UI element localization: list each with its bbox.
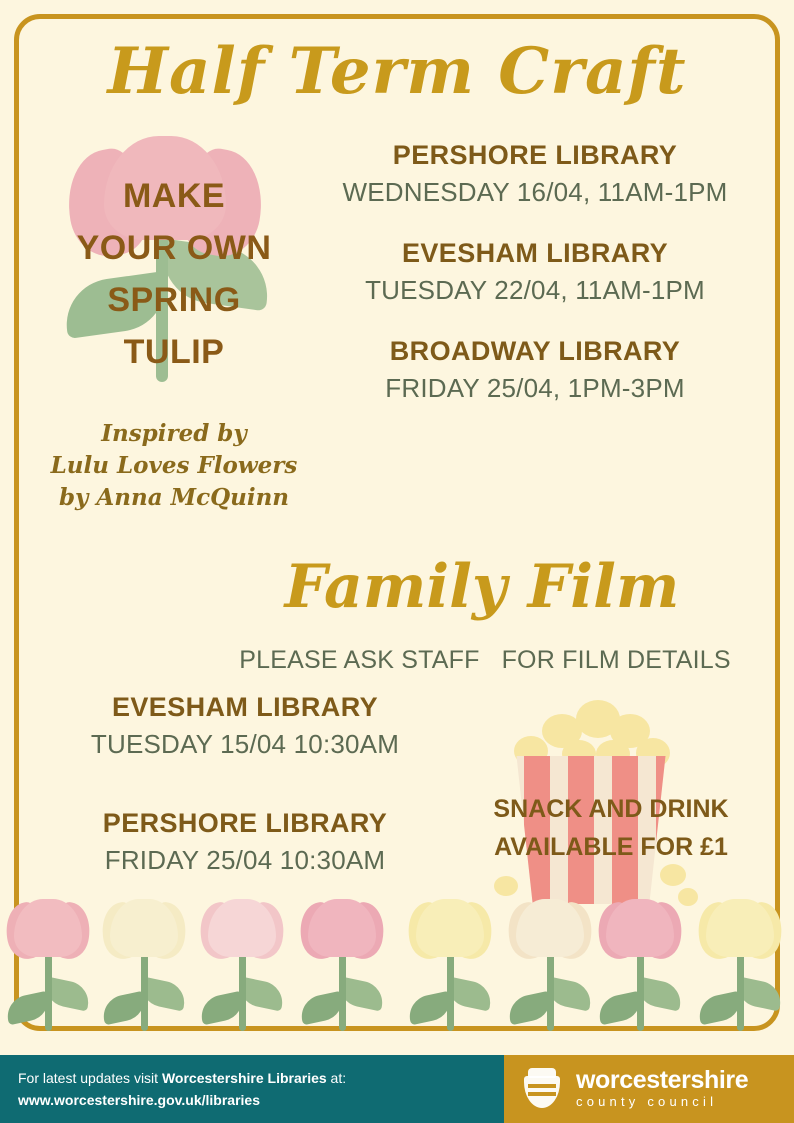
bottom-tulip-icon xyxy=(102,921,186,1031)
craft-activity-line-4: TULIP xyxy=(123,333,225,371)
film-note-part-2: FOR FILM DETAILS xyxy=(501,646,731,674)
bottom-tulip-icon xyxy=(200,897,284,1031)
council-logo-text xyxy=(576,1067,748,1111)
craft-session-datetime: TUESDAY 22/04, 11AM-1PM xyxy=(365,275,705,305)
film-session-datetime: FRIDAY 25/04 10:30AM xyxy=(104,845,386,875)
snack-info xyxy=(456,790,766,866)
footer-update-text xyxy=(0,1067,346,1111)
snack-line-1: SNACK AND DRINK xyxy=(493,795,729,823)
inspiration-line-1: Inspired by xyxy=(101,420,247,447)
craft-activity-line-1: MAKE xyxy=(122,177,226,215)
footer-url[interactable]: www.worcestershire.gov.uk/libraries xyxy=(18,1092,260,1108)
craft-session-list xyxy=(300,140,770,434)
film-session-item xyxy=(30,808,460,876)
footer-prefix: For latest updates visit xyxy=(18,1070,162,1086)
craft-session-venue: PERSHORE LIBRARY xyxy=(392,140,678,170)
craft-session-venue: EVESHAM LIBRARY xyxy=(401,238,669,268)
craft-session-datetime: WEDNESDAY 16/04, 11AM-1PM xyxy=(342,177,728,207)
film-session-item xyxy=(30,692,460,760)
craft-inspiration-credit xyxy=(34,418,314,514)
page-title: Half Term Craft xyxy=(107,34,687,109)
film-session-list xyxy=(30,692,460,924)
bottom-tulip-icon xyxy=(408,897,492,1031)
film-session-datetime: TUESDAY 15/04 10:30AM xyxy=(90,729,400,759)
craft-session-item xyxy=(300,336,770,404)
council-crest-icon xyxy=(520,1066,564,1112)
snack-line-2: AVAILABLE FOR £1 xyxy=(494,833,728,861)
council-logo xyxy=(504,1055,794,1123)
film-note-part-1: PLEASE ASK STAFF xyxy=(239,646,480,674)
craft-session-item xyxy=(300,238,770,306)
bottom-tulip-icon xyxy=(300,915,384,1031)
council-logo-main: worcestershire xyxy=(576,1066,749,1094)
film-details-note xyxy=(200,646,770,675)
bottom-tulip-icon xyxy=(598,897,682,1031)
film-session-venue: EVESHAM LIBRARY xyxy=(111,692,379,722)
bottom-tulip-icon xyxy=(508,919,592,1031)
popcorn-loose-kernel-icon xyxy=(660,864,686,886)
craft-session-venue: BROADWAY LIBRARY xyxy=(389,336,681,366)
bottom-tulip-icon xyxy=(698,913,782,1031)
craft-activity-line-3: SPRING xyxy=(107,281,241,319)
craft-session-item xyxy=(300,140,770,208)
inspiration-line-3: by Anna McQuinn xyxy=(58,484,290,511)
footer-bold-name: Worcestershire Libraries xyxy=(161,1070,327,1086)
footer-suffix: at: xyxy=(326,1070,347,1086)
bottom-tulip-border xyxy=(0,891,794,1031)
inspiration-line-2: Lulu Loves Flowers xyxy=(50,452,298,479)
council-logo-sub: county council xyxy=(576,1094,718,1109)
craft-session-datetime: FRIDAY 25/04, 1PM-3PM xyxy=(385,373,685,403)
craft-activity-heading xyxy=(34,170,314,378)
family-film-title: Family Film xyxy=(284,552,680,622)
film-session-venue: PERSHORE LIBRARY xyxy=(102,808,388,838)
footer-bar xyxy=(0,1055,794,1123)
craft-activity-line-2: YOUR OWN xyxy=(76,229,272,267)
bottom-tulip-icon xyxy=(6,897,90,1031)
